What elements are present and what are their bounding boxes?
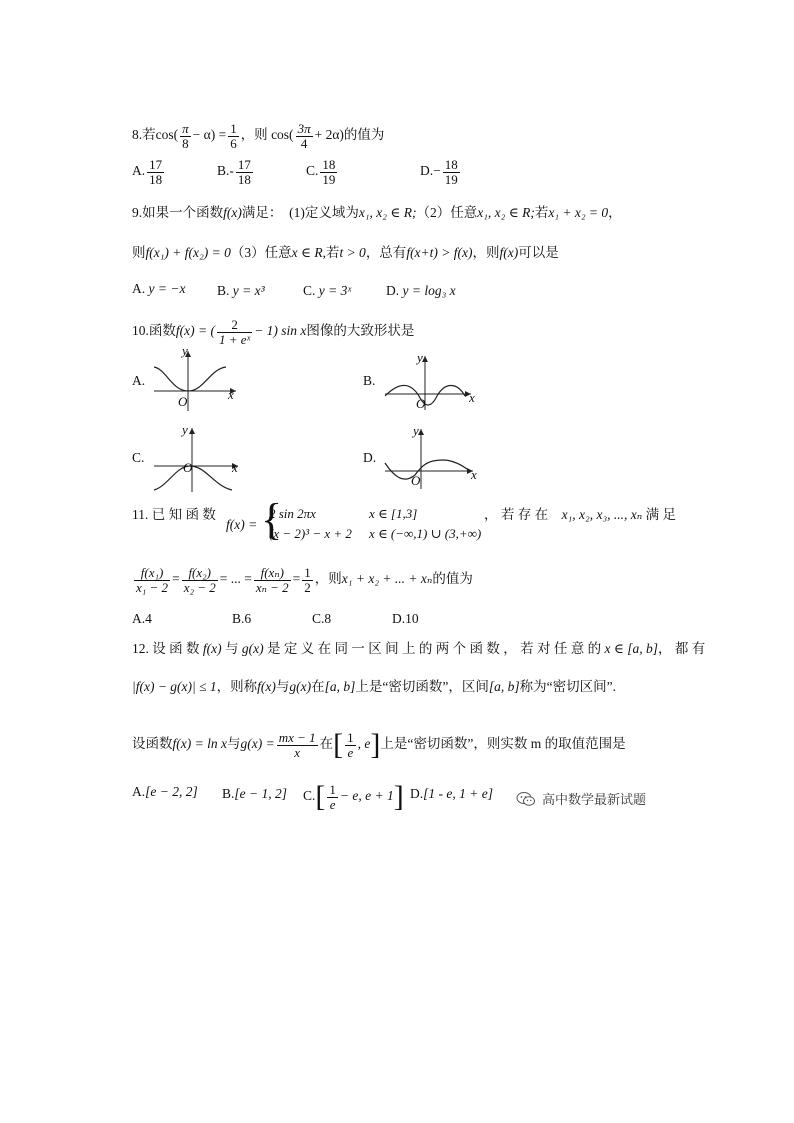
frac-den: e — [347, 744, 354, 760]
option-label: B. — [222, 786, 235, 801]
axis-y-label: y — [182, 422, 188, 437]
option-label: D. — [386, 283, 400, 298]
option-den: 19 — [322, 171, 336, 187]
q8-frac1-den: 8 — [182, 135, 189, 151]
axis-y-label: y — [182, 343, 188, 358]
option-expr: y = −x — [148, 281, 186, 296]
q8-frac2-num: 1 — [230, 121, 237, 136]
q8-eq1-left: cos( — [155, 127, 179, 143]
q8-frac1-num: π — [182, 121, 189, 136]
q12-l2-e: g(x) — [289, 679, 312, 694]
q12-l3-b: f(x) = ln x — [172, 736, 227, 752]
q9-l1-a: 9.如果一个函数 — [132, 205, 224, 220]
q9-option-b — [217, 284, 265, 298]
q10-graph-a — [150, 345, 245, 415]
q12-option-b — [222, 787, 287, 801]
q12-l3-d: g(x) = — [240, 736, 275, 752]
q12-l2-c: f(x) — [257, 679, 276, 694]
option-expr: y = log₃ x — [402, 283, 456, 298]
q9-l1-i: ， — [608, 205, 622, 220]
frac-num: mx − 1 — [278, 729, 316, 745]
q8-option-a — [132, 158, 166, 186]
q9-l2-f: t > 0 — [339, 245, 366, 260]
option-expr: [1 - e, 1 + e] — [423, 786, 493, 801]
q10-option-a-label: A. — [132, 373, 146, 388]
option-num: 18 — [444, 157, 458, 172]
q11-fracn — [254, 566, 291, 594]
axis-x-label: x — [471, 467, 477, 482]
option-den: 19 — [444, 171, 458, 187]
q9-l1-c: 满足： (1)定义域为 — [241, 205, 359, 220]
q8-frac-1-6 — [228, 122, 239, 150]
frac-num: 1 — [329, 781, 336, 797]
q11-lead: 11. 已 知 函 数 — [132, 507, 216, 522]
q11-option-c: C.8 — [312, 611, 332, 626]
bracket-left: [ — [315, 780, 326, 813]
option-label: C. — [303, 283, 316, 298]
q12-interval-frac — [345, 731, 356, 759]
q12-l2-d: 与 — [275, 679, 290, 694]
q9-l1-b: f(x) — [223, 205, 242, 220]
q11-option-d: D.10 — [392, 611, 419, 626]
option-label: A. — [132, 784, 146, 799]
q8-frac3-den: 4 — [300, 135, 308, 151]
q8-option-b — [217, 158, 255, 186]
q11-option-b: B.6 — [232, 611, 252, 626]
q12-option-a — [132, 785, 198, 799]
q9-l2-b: f(x₁) + f(x₂) = 0 — [145, 245, 231, 260]
q10-frac-num: 2 — [217, 318, 252, 333]
q8-frac-3pi-4 — [296, 122, 313, 150]
origin-label: O — [178, 394, 188, 409]
option-den: 18 — [237, 171, 251, 187]
frac-num: 1 — [347, 729, 354, 745]
question-9-line-2 — [132, 246, 559, 260]
q12-line-2 — [132, 680, 616, 694]
q11-eq: = — [292, 571, 301, 587]
frac-num: 1 — [304, 565, 311, 580]
q8-frac3-num: 3π — [297, 121, 311, 136]
option-label: C. — [303, 788, 316, 804]
axis-x-label: x — [469, 390, 475, 405]
option-expr: y = x³ — [232, 283, 265, 298]
q9-option-c — [303, 284, 351, 298]
frac-den: xₙ − 2 — [255, 579, 289, 595]
q12-frac — [277, 731, 318, 759]
question-9-line-1 — [132, 206, 622, 220]
wechat-icon — [516, 791, 536, 811]
frac-num: f(x₂) — [182, 566, 218, 581]
option-frac — [327, 783, 338, 811]
q9-option-a — [132, 282, 185, 296]
frac-den: x — [294, 744, 301, 760]
q12-l1-f: x ∈ [a, b] — [604, 641, 658, 656]
q12-line-3 — [132, 730, 626, 760]
q10-graph-c — [150, 422, 245, 494]
q12-l2-h: 上是“密切函数”，区间 — [355, 679, 489, 694]
frac-num: f(x₁) — [134, 566, 170, 581]
brace-glyph: { — [261, 495, 283, 544]
origin-label: O — [411, 473, 421, 488]
q10-lead: 10.函数 — [132, 323, 176, 339]
question-10 — [132, 318, 414, 346]
watermark-text: 高中数学最新试题 — [542, 793, 647, 808]
question-8 — [132, 122, 384, 150]
q12-l3-f: 上是“密切函数”，则实数 m 的取值范围是 — [380, 736, 626, 752]
option-label: D. — [420, 163, 434, 179]
q10-graph-b — [383, 352, 478, 414]
q9-l2-i: ，则 — [472, 245, 500, 260]
frac-den: x₂ − 2 — [183, 579, 216, 595]
option-sign: − — [433, 163, 441, 179]
q10-option-d-label: D. — [363, 450, 377, 465]
axis-y-label: y — [417, 350, 423, 365]
q8-eq2-mid: + 2α) — [314, 127, 344, 143]
option-label: C. — [306, 163, 319, 179]
q12-l3-a: 设函数 — [132, 736, 173, 752]
q11-then: ，则 — [314, 571, 342, 587]
q8-option-d — [420, 158, 462, 186]
q9-l2-h: f(x+t) > f(x) — [406, 245, 473, 260]
q12-l2-g: [a, b] — [324, 679, 356, 694]
interval-end: , e — [357, 736, 371, 752]
q11-mid: ， 若 存 在 — [484, 507, 549, 522]
frac-den: x₁ − 2 — [136, 579, 169, 595]
bracket-left: [ — [333, 728, 344, 761]
q11-dots: = ... = — [219, 571, 252, 587]
q10-graph-d — [383, 425, 478, 491]
origin-label: O — [183, 460, 193, 475]
q11-tail: 的值为 — [432, 571, 473, 587]
option-frac — [443, 158, 460, 186]
q11-sum: x₁ + x₂ + ... + xₙ — [341, 571, 433, 587]
q8-option-c — [306, 158, 339, 186]
q9-l2-e: ,若 — [322, 245, 340, 260]
option-post: − e, e + 1 — [339, 788, 394, 804]
q9-l2-d: x ∈ R — [291, 245, 323, 260]
q10-frac — [217, 318, 252, 346]
case2-expr: (x − 2)³ − x + 2 — [269, 526, 352, 541]
q9-l2-g: ，总有 — [365, 245, 407, 260]
option-num: 17 — [237, 157, 251, 172]
option-frac — [147, 158, 164, 186]
q12-option-c — [303, 782, 404, 812]
q12-l1-b: f(x) — [202, 641, 222, 656]
watermark — [516, 789, 646, 811]
q11-condition: $\frac{\text{f(x₁)}}{\text{x₁ − 2}}$ = $\frac{\text{f(x₂)}}{\text{x₂ − 2}}$ = ... = $\frac{\text{f(xₙ)}}{\text{xₙ − 2}}$ = $\frac{1}{2}$ ，则x₁ + x₂ + ... + xₙ的值为 — [136, 565, 473, 595]
q9-l1-d: x₁, x₂ ∈ R; — [358, 205, 417, 220]
q12-l1-g: ， 都 有 — [657, 641, 706, 656]
frac-den: 2 — [304, 579, 311, 595]
q12-line-1 — [132, 642, 705, 656]
q9-option-d — [386, 284, 456, 298]
case1-expr: 2 sin 2πx — [269, 506, 316, 521]
option-label: D. — [410, 786, 424, 801]
q11-seq: x₁, x₂, x₃, ..., xₙ — [561, 507, 643, 522]
bracket-right: ] — [370, 728, 381, 761]
option-expr: [e − 1, 2] — [234, 786, 287, 801]
q9-l1-e: （2）任意 — [416, 205, 478, 220]
q11-piecewise — [261, 495, 491, 544]
option-sign: - — [229, 163, 234, 179]
option-frac — [236, 158, 253, 186]
q11-option-a: A.4 — [132, 611, 152, 626]
q10-tail: 图像的大致形状是 — [306, 323, 415, 339]
q9-l1-g: 若 — [534, 205, 549, 220]
q9-l2-c: （3）任意 — [230, 245, 292, 260]
origin-label: O — [416, 396, 426, 411]
q12-l2-a: |f(x) − g(x)| ≤ 1 — [132, 679, 217, 694]
q12-l3-c: 与 — [226, 736, 241, 752]
q9-l1-f: x₁, x₂ ∈ R; — [477, 205, 535, 220]
q10-after: − 1) sin x — [254, 323, 307, 339]
q11-frac-half — [302, 566, 313, 594]
q8-eq1-mid: − α) = — [192, 127, 227, 143]
option-num: 18 — [322, 157, 336, 172]
q12-l1-d: g(x) — [241, 641, 264, 656]
q10-option-c-label: C. — [132, 450, 145, 465]
q12-l1-a: 12. 设 函 数 — [132, 641, 200, 656]
option-label: A. — [132, 163, 146, 179]
q12-l2-j: 称为“密切区间”. — [519, 679, 617, 694]
frac-num: f(xₙ) — [254, 566, 291, 581]
q8-eq2-left: cos( — [271, 127, 294, 143]
option-label: A. — [132, 281, 146, 296]
q11-frac1 — [134, 566, 170, 594]
q9-l2-a: 则 — [132, 245, 146, 260]
q10-option-b-label: B. — [363, 373, 376, 388]
q12-l2-i: [a, b] — [488, 679, 520, 694]
q11-satisfy: 满 足 — [645, 507, 677, 522]
option-den: 18 — [149, 171, 163, 187]
bracket-right: ] — [393, 780, 404, 813]
axis-x-label: x — [232, 460, 238, 475]
q12-l2-f: 在 — [311, 679, 325, 694]
q9-l2-j: f(x) — [499, 245, 519, 260]
q8-lead: 8.若 — [132, 127, 156, 143]
q12-l1-c: 与 — [224, 641, 239, 656]
q11-exists — [484, 508, 676, 522]
q8-comma: ，则 — [240, 127, 268, 143]
axis-y-label: y — [413, 423, 419, 438]
q12-option-d — [410, 787, 493, 801]
q9-l1-h: x₁ + x₂ = 0 — [548, 205, 609, 220]
q12-l1-e: 是 定 义 在 同 一 区 间 上 的 两 个 函 数 ， 若 对 任 意 的 — [266, 641, 602, 656]
q8-frac2-den: 6 — [230, 135, 237, 151]
q10-fx: f(x) = ( — [175, 323, 215, 339]
q8-frac-pi-8 — [180, 122, 191, 150]
axis-x-label: x — [228, 387, 234, 402]
option-num: 17 — [149, 157, 163, 172]
q11-fx: f(x) = — [226, 517, 258, 532]
q12-l2-b: ，则称 — [216, 679, 258, 694]
case1-cond: x ∈ [1,3] — [369, 506, 418, 521]
option-frac — [320, 158, 337, 186]
option-label: B. — [217, 163, 230, 179]
q9-l2-k: 可以是 — [518, 245, 559, 260]
q11-frac2 — [182, 566, 218, 594]
frac-den: e — [329, 796, 336, 812]
q12-l3-e: 在 — [319, 736, 334, 752]
q8-tail: 的值为 — [343, 127, 385, 143]
q10-frac-den: 1 + eˣ — [218, 331, 251, 347]
case2-cond: x ∈ (−∞,1) ∪ (3,+∞) — [369, 526, 482, 541]
option-label: B. — [217, 283, 230, 298]
option-expr: [e − 2, 2] — [145, 784, 198, 799]
option-expr: y = 3ˣ — [318, 283, 352, 298]
